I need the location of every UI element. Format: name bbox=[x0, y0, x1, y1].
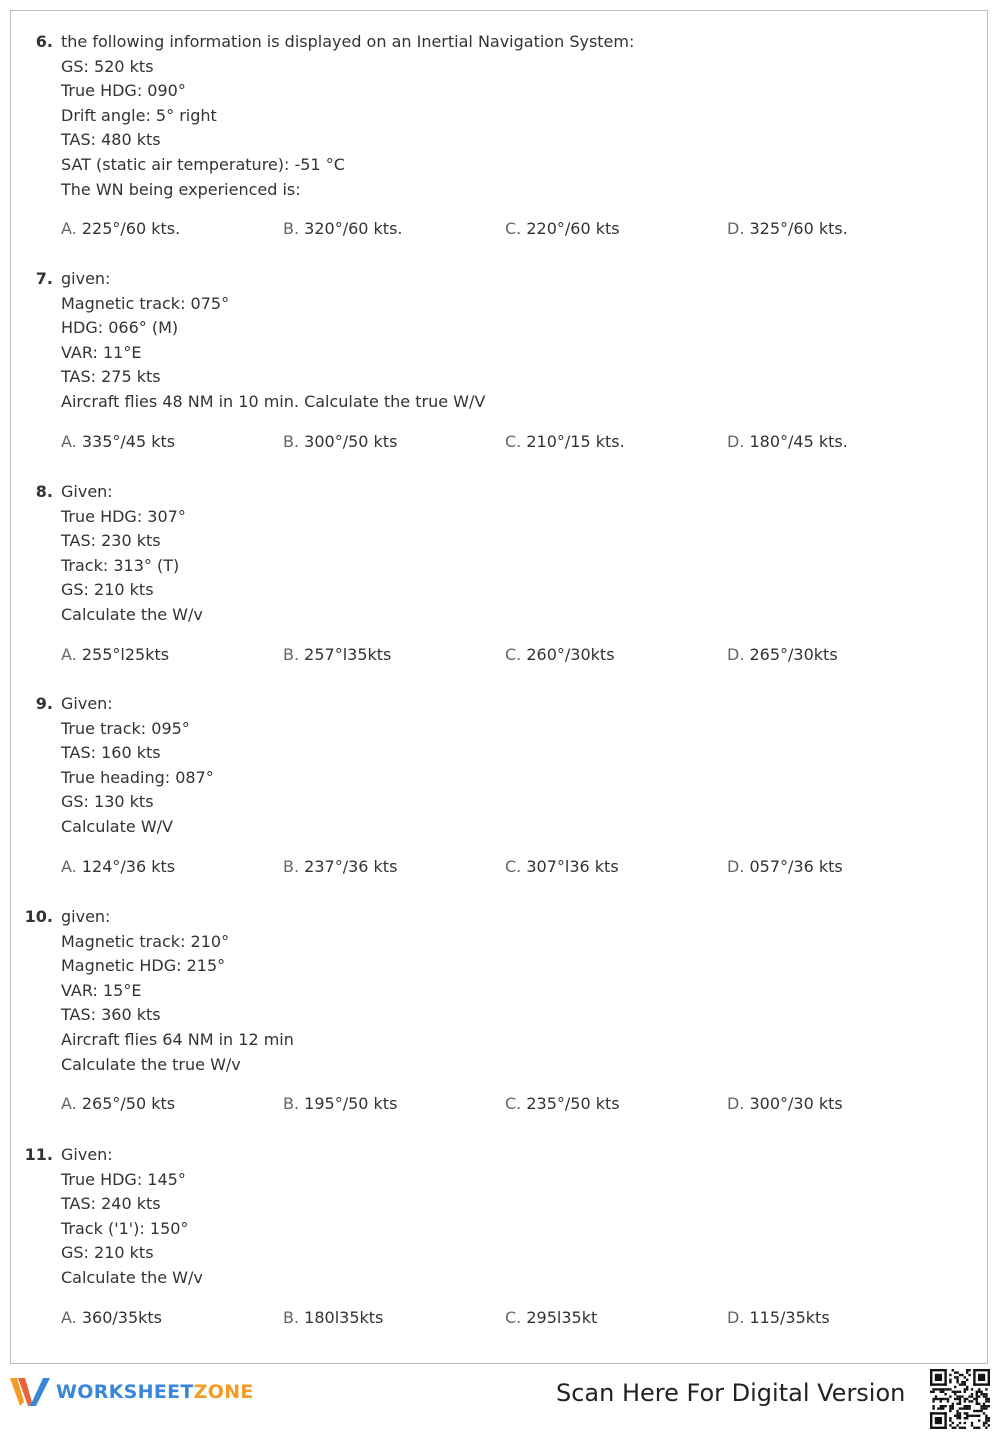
question-number: 6. bbox=[35, 32, 53, 51]
answer-option-b[interactable] bbox=[283, 1092, 397, 1116]
option-text: 320°/60 kts. bbox=[304, 219, 403, 239]
question-line: TAS: 240 kts bbox=[61, 1194, 161, 1214]
question-line: GS: 210 kts bbox=[61, 1243, 154, 1263]
question-line: Calculate the W/v bbox=[61, 604, 203, 624]
question-text bbox=[61, 30, 969, 202]
question-line: Drift angle: 5° right bbox=[61, 105, 217, 125]
question-line: SAT (static air temperature): -51 °C bbox=[61, 154, 345, 174]
option-letter: C. bbox=[505, 856, 522, 876]
answer-options bbox=[61, 430, 961, 454]
question-line: TAS: 360 kts bbox=[61, 1005, 161, 1025]
option-letter: C. bbox=[505, 219, 522, 239]
brand-name-part2: ZONE bbox=[193, 1381, 254, 1403]
question-line: Magnetic track: 210° bbox=[61, 931, 230, 951]
question-line: GS: 130 kts bbox=[61, 792, 154, 812]
option-letter: B. bbox=[283, 431, 300, 451]
brand-name bbox=[56, 1381, 254, 1403]
option-text: 260°/30kts bbox=[526, 644, 615, 664]
answer-option-b[interactable] bbox=[283, 855, 397, 879]
answer-option-a[interactable] bbox=[61, 217, 180, 241]
answer-option-b[interactable] bbox=[283, 643, 391, 667]
option-letter: B. bbox=[283, 644, 300, 664]
question-line: VAR: 11°E bbox=[61, 342, 142, 362]
option-text: 265°/50 kts bbox=[81, 1094, 176, 1114]
question-text bbox=[61, 905, 969, 1077]
answer-option-d[interactable] bbox=[727, 855, 843, 879]
option-text: 057°/36 kts bbox=[749, 856, 843, 876]
question-line: GS: 520 kts bbox=[61, 56, 154, 76]
question-line: TAS: 230 kts bbox=[61, 531, 161, 551]
question-line: True track: 095° bbox=[61, 718, 190, 738]
question-number: 7. bbox=[35, 269, 53, 288]
question-line: True HDG: 145° bbox=[61, 1169, 186, 1189]
option-text: 235°/50 kts bbox=[526, 1094, 620, 1114]
option-letter: A. bbox=[61, 644, 77, 664]
question-line: the following information is displayed on an Inertial Navigation System: bbox=[61, 32, 635, 51]
option-letter: D. bbox=[727, 431, 745, 451]
question-number: 10. bbox=[24, 907, 53, 926]
option-text: 257°l35kts bbox=[304, 644, 392, 664]
option-letter: D. bbox=[727, 219, 745, 239]
answer-options bbox=[61, 643, 961, 667]
option-text: 124°/36 kts bbox=[81, 856, 176, 876]
answer-option-c[interactable] bbox=[505, 1306, 597, 1330]
option-text: 220°/60 kts bbox=[526, 219, 620, 239]
answer-option-b[interactable] bbox=[283, 1306, 383, 1330]
option-letter: B. bbox=[283, 1094, 300, 1114]
option-letter: C. bbox=[505, 1094, 522, 1114]
option-letter: B. bbox=[283, 219, 300, 239]
option-letter: A. bbox=[61, 431, 77, 451]
question-line: Track: 313° (T) bbox=[61, 555, 180, 575]
question-text bbox=[61, 480, 969, 628]
question-text bbox=[61, 1143, 969, 1291]
answer-option-a[interactable] bbox=[61, 855, 175, 879]
answer-option-d[interactable] bbox=[727, 1306, 830, 1330]
option-letter: A. bbox=[61, 1094, 77, 1114]
option-text: 255°l25kts bbox=[81, 644, 170, 664]
brand-name-part1: WORKSHEET bbox=[56, 1381, 194, 1403]
answer-option-c[interactable] bbox=[505, 855, 619, 879]
answer-option-c[interactable] bbox=[505, 217, 620, 241]
question-number: 9. bbox=[35, 694, 53, 713]
page-footer bbox=[0, 1366, 1000, 1414]
question-line: given: bbox=[61, 907, 111, 926]
option-letter: B. bbox=[283, 856, 300, 876]
answer-option-d[interactable] bbox=[727, 430, 848, 454]
option-text: 325°/60 kts. bbox=[749, 219, 848, 239]
answer-option-c[interactable] bbox=[505, 430, 625, 454]
question-line: HDG: 066° (M) bbox=[61, 318, 179, 338]
option-letter: A. bbox=[61, 219, 77, 239]
answer-option-b[interactable] bbox=[283, 217, 403, 241]
option-letter: D. bbox=[727, 1094, 745, 1114]
question-line: TAS: 275 kts bbox=[61, 367, 161, 387]
option-letter: C. bbox=[505, 431, 522, 451]
answer-option-c[interactable] bbox=[505, 1092, 620, 1116]
question-line: Calculate the W/v bbox=[61, 1267, 203, 1287]
option-text: 300°/50 kts bbox=[304, 431, 398, 451]
question-line: The WN being experienced is: bbox=[61, 179, 301, 199]
option-text: 195°/50 kts bbox=[304, 1094, 398, 1114]
question-text bbox=[61, 692, 969, 840]
answer-option-a[interactable] bbox=[61, 643, 169, 667]
qr-code-icon[interactable] bbox=[927, 1366, 993, 1432]
option-text: 295l35kt bbox=[526, 1307, 598, 1327]
option-text: 265°/30kts bbox=[749, 644, 838, 664]
option-text: 307°l36 kts bbox=[526, 856, 619, 876]
question-line: Given: bbox=[61, 694, 113, 713]
option-letter: B. bbox=[283, 1307, 300, 1327]
question-line: Calculate W/V bbox=[61, 816, 173, 836]
question-line: Aircraft flies 64 NM in 12 min bbox=[61, 1029, 294, 1049]
option-text: 225°/60 kts. bbox=[81, 219, 181, 239]
question-line: True HDG: 307° bbox=[61, 506, 186, 526]
option-text: 237°/36 kts bbox=[304, 856, 398, 876]
worksheet-page bbox=[10, 10, 988, 1364]
option-text: 115/35kts bbox=[749, 1307, 830, 1327]
question-line: TAS: 480 kts bbox=[61, 130, 161, 150]
question-number: 8. bbox=[35, 482, 53, 501]
answer-option-a[interactable] bbox=[61, 1092, 175, 1116]
question-line: given: bbox=[61, 269, 111, 288]
option-letter: D. bbox=[727, 856, 745, 876]
question-line: Track ('1'): 150° bbox=[61, 1218, 189, 1238]
question-line: GS: 210 kts bbox=[61, 580, 154, 600]
answer-option-a[interactable] bbox=[61, 430, 175, 454]
question-line: Aircraft flies 48 NM in 10 min. Calculate the true W/V bbox=[61, 391, 486, 411]
option-letter: C. bbox=[505, 1307, 522, 1327]
question-number: 11. bbox=[24, 1145, 53, 1164]
option-text: 300°/30 kts bbox=[749, 1094, 843, 1114]
answer-option-d[interactable] bbox=[727, 1092, 843, 1116]
question-text bbox=[61, 267, 969, 415]
answer-option-d[interactable] bbox=[727, 643, 838, 667]
question-line: True HDG: 090° bbox=[61, 81, 186, 101]
scan-instruction: Scan Here For Digital Version bbox=[556, 1379, 906, 1407]
option-letter: D. bbox=[727, 644, 745, 664]
answer-options bbox=[61, 855, 961, 879]
option-letter: D. bbox=[727, 1307, 745, 1327]
answer-option-c[interactable] bbox=[505, 643, 615, 667]
answer-option-a[interactable] bbox=[61, 1306, 162, 1330]
answer-options bbox=[61, 1306, 961, 1330]
question-line: TAS: 160 kts bbox=[61, 743, 161, 763]
option-letter: C. bbox=[505, 644, 522, 664]
option-text: 180l35kts bbox=[304, 1307, 384, 1327]
option-text: 360/35kts bbox=[81, 1307, 163, 1327]
question-line: Magnetic track: 075° bbox=[61, 293, 230, 313]
question-line: Magnetic HDG: 215° bbox=[61, 956, 226, 976]
option-letter: A. bbox=[61, 856, 77, 876]
option-text: 335°/45 kts bbox=[81, 431, 176, 451]
question-line: Calculate the true W/v bbox=[61, 1054, 241, 1074]
question-line: True heading: 087° bbox=[61, 767, 214, 787]
answer-options bbox=[61, 217, 961, 241]
answer-options bbox=[61, 1092, 961, 1116]
answer-option-d[interactable] bbox=[727, 217, 848, 241]
option-text: 210°/15 kts. bbox=[526, 431, 625, 451]
worksheetzone-w-logo-icon bbox=[10, 1376, 50, 1408]
question-line: Given: bbox=[61, 482, 113, 501]
answer-option-b[interactable] bbox=[283, 430, 397, 454]
option-text: 180°/45 kts. bbox=[749, 431, 848, 451]
question-line: VAR: 15°E bbox=[61, 980, 142, 1000]
option-letter: A. bbox=[61, 1307, 77, 1327]
question-line: Given: bbox=[61, 1145, 113, 1164]
